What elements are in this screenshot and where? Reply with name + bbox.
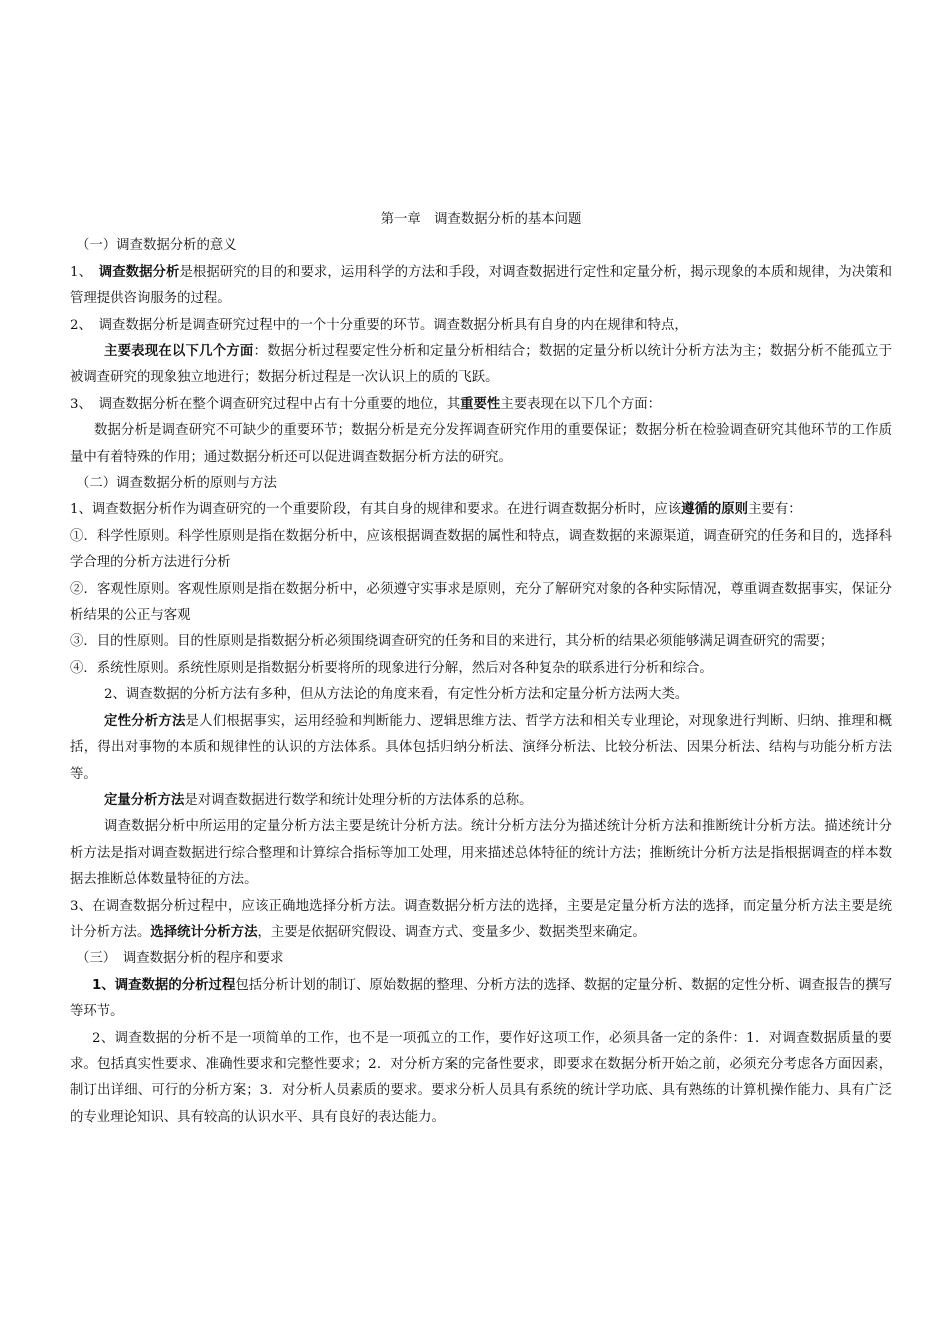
chapter-title: 第一章 调查数据分析的基本问题: [380, 212, 582, 227]
principle-purpose: ③．目的性原则。目的性原则是指数据分析必须围绕调查研究的任务和目的来进行，其分析的结果必须能够满足调查研究的需要；: [70, 634, 834, 650]
s1-p4-number: 3、: [70, 396, 99, 412]
s1-paragraph-1: [70, 260, 892, 313]
section-2-heading: （二）调查数据分析的原则与方法: [76, 476, 277, 492]
s2-p1-bold: 遵循的原则: [681, 502, 749, 518]
principle-systematic: ④．系统性原则。系统性原则是指数据分析要将所的现象进行分解，然后对各种复杂的联系进行分析和综合。: [70, 660, 713, 676]
s1-p2-number: 2、: [70, 317, 99, 333]
s3-p1-text: 包括分析计划的制订、原始数据的整理、分析方法的选择、数据的定量分析、数据的定性分析、调查报告的撰写等环节。: [70, 977, 892, 1020]
s2-p6-text-a: 3、在调查数据分析过程中，应该正确地选择分析方法。调查数据分析方法的选择，主要是定量分析方法的选择，而定量分析方法主要是统计分析方法。: [70, 898, 892, 940]
document-page: [70, 207, 892, 1131]
s1-p2-text: 调查数据分析是调查研究过程中的一个十分重要的环节。调查数据分析具有自身的内在规律和特点，: [98, 317, 688, 333]
s2-paragraph-4: [70, 788, 892, 814]
s2-p1-text-a: 1、调查数据分析作为调查研究的一个重要阶段，有其自身的规律和要求。在进行调查数据分析时，应该: [70, 502, 682, 518]
s2-p3-bold: 定性分析方法: [104, 713, 186, 729]
s1-p4-text-b: 主要表现在以下几个方面：: [500, 396, 662, 412]
section-3-heading: （三） 调查数据分析的程序和要求: [76, 951, 284, 967]
s3-paragraph-2: 2、调查数据的分析不是一项简单的工作，也不是一项孤立的工作，要作好这项工作，必须具备一定的条件：1．对调查数据质量的要求。包括真实性要求、准确性要求和完整性要求；2．对分析方案的完备性要求，即要求在数据分析开始之前，必须充分考虑各方面因素，制订出详细、可行的分析方案；3．对分析人员素质的要求。要求分析人员具有系统的统计学功底、具有熟练的计算机操作能力、具有广泛的专业理论知识、具有较高的认识水平、具有良好的表达能力。: [70, 1030, 892, 1125]
principle-scientific: ①．科学性原则。科学性原则是指在数据分析中，应该根据调查数据的属性和特点，调查数据的来源渠道，调查研究的任务和目的，选择科学合理的分析方法进行分析: [70, 528, 892, 571]
s1-p1-number: 1、: [70, 264, 99, 280]
s1-p4-bold: 重要性: [460, 396, 501, 412]
s1-p1-text: 是根据研究的目的和要求，运用科学的方法和手段，对调查数据进行定性和定量分析，揭示现象的本质和规律，为决策和管理提供咨询服务的过程。: [70, 264, 893, 307]
s2-p3-text: 是人们根据事实，运用经验和判断能力、逻辑思维方法、哲学方法和相关专业理论，对现象进行判断、归纳、推理和概括，得出对事物的本质和规律性的认识的方法体系。具体包括归纳分析法、演绎分析法、比较分析法、因果分析法、结构与功能分析方法等。: [70, 713, 893, 782]
s1-p3-text: ：数据分析过程要定性分析和定量分析相结合；数据的定量分析以统计分析方法为主；数据分析不能孤立于被调查研究的现象独立地进行；数据分析过程是一次认识上的质的飞跃。: [70, 344, 893, 386]
s1-paragraph-4: [70, 392, 892, 418]
principle-objective: ②．客观性原则。客观性原则是指在数据分析中，必须遵守实事求是原则，充分了解研究对象的各种实际情况，尊重调查数据事实，保证分析结果的公正与客观: [70, 581, 892, 624]
s1-p3-bold: 主要表现在以下几个方面: [104, 344, 254, 360]
s2-p4-bold: 定量分析方法: [104, 792, 185, 808]
s1-p1-bold: 调查数据分析: [98, 264, 180, 280]
s2-paragraph-6: [70, 894, 892, 947]
s2-p1-text-b: 主要有：: [748, 502, 802, 518]
s2-paragraph-1: [70, 497, 892, 523]
s1-paragraph-5: 数据分析是调查研究不可缺少的重要环节；数据分析是充分发挥调查研究作用的重要保证；数据分析在检验调查研究其他环节的工作质量中有着特殊的作用；通过数据分析还可以促进调查数据分析方法的研究。: [70, 423, 892, 465]
s2-p6-text-b: ，主要是依据研究假设、调查方式、变量多少、数据类型来确定。: [257, 924, 646, 940]
s2-p4-text: 是对调查数据进行数学和统计处理分析的方法体系的总称。: [184, 792, 533, 808]
s3-p1-bold: 1、调查数据的分析过程: [92, 977, 236, 993]
s2-paragraph-3: [70, 709, 892, 788]
s2-paragraph-5: 调查数据分析中所运用的定量分析方法主要是统计分析方法。统计分析方法分为描述统计分析方法和推断统计分析方法。描述统计分析方法是指对调查数据进行综合整理和计算综合指标等加工处理，用来描述总体特征的统计方法；推断统计分析方法是指根据调查的样本数据去推断总体数量特征的方法。: [70, 819, 892, 888]
s2-p6-bold: 选择统计分析方法: [150, 924, 258, 940]
section-1-heading: （一）调查数据分析的意义: [76, 238, 237, 254]
s1-paragraph-2: [70, 313, 892, 339]
s2-paragraph-2: 2、调查数据的分析方法有多种，但从方法论的角度来看，有定性分析方法和定量分析方法两大类。: [104, 687, 689, 703]
s1-paragraph-3: [70, 339, 892, 392]
s3-paragraph-1: [70, 973, 892, 1026]
s1-p4-text-a: 调查数据分析在整个调查研究过程中占有十分重要的地位，其: [98, 396, 461, 412]
